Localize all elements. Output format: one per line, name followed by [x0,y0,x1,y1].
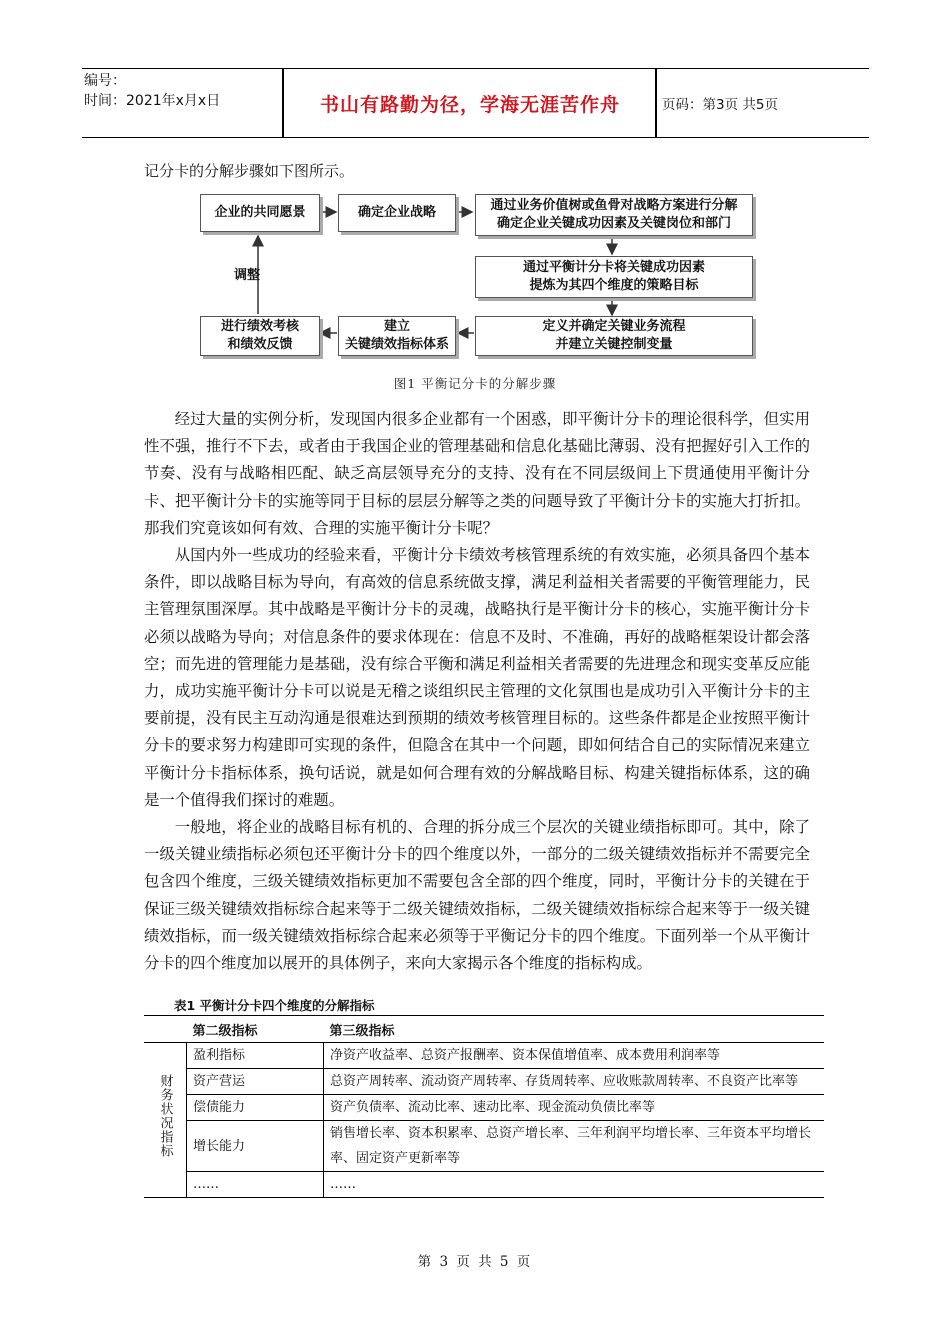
table-row [144,1043,824,1069]
level2-cell: …… [187,1172,324,1198]
header-divider [655,69,657,137]
box-build-line1: 建立 [383,319,410,334]
paragraph: 从国内外一些成功的经验来看，平衡计分卡绩效考核管理系统的有效实施，必须具备四个基本条件，即以战略目标为导向，有高效的信息系统做支撑，满足利益相关者需要的平衡管理能力，民主管理氛围深厚。其中战略是平衡计分卡的灵魂，战略执行是平衡计分卡的核心，实施平衡计分卡必须以战略为导向；对信息条件的要求体现在：信息不及时、不准确，再好的战略框架设计都会落空；而先进的管理能力是基础，没有综合平衡和满足利益相关者需要的先进理念和现实变革反应能力，成功实施平衡计分卡可以说是无稽之谈组织民主管理的文化氛围也是成功引入平衡计分卡的主要前提，没有民主互动沟通是很难达到预期的绩效考核管理目标的。这些条件都是企业按照平衡计分卡的要求努力构建即可实现的条件，但隐含在其中一个问题，即如何结合自己的实际情况来建立平衡计分卡指标体系，换句话说，就是如何合理有效的分解战略目标、构建关键指标体系，这的确是一个值得我们探讨的难题。 [144,546,810,809]
box-vision-label: 企业的共同愿景 [214,205,306,220]
body-text [144,406,810,977]
table-row [144,1172,824,1198]
box-define-line2: 并建立关键控制变量 [555,337,673,352]
box-strategy-label: 确定企业战略 [357,205,436,220]
box-decompose-line2: 确定企业关键成功因素及关键岗位和部门 [496,216,731,231]
group-cell [144,1043,187,1198]
level3-cell: 销售增长率、资本积累率、总资产增长率、三年利润平均增长率、三年资本平均增长率、固定资产更新率等 [324,1121,825,1172]
box-build-line2: 关键绩效指标体系 [344,337,449,352]
box-assess [200,316,320,356]
page-footer: 第 3 页 共 5 页 [417,1254,533,1270]
figure-caption: 图1 平衡记分卡的分解步骤 [393,376,557,391]
header-level3: 第三级指标 [324,1016,825,1043]
header-level2: 第二级指标 [187,1016,324,1043]
box-strategy [338,194,456,232]
paragraph: 一般地，将企业的战略目标有机的、合理的拆分成三个层次的关键业绩指标即可。其中，除了一级关键业绩指标必须包还平衡计分卡的四个维度以外，一部分的二级关键绩效指标并不需要完全包含四个维度，三级关键绩效指标更加不需要包含全部的四个维度，同时，平衡计分卡的关键在于保证三级关键绩效指标综合起来等于二级关键绩效指标，二级关键绩效指标综合起来等于一级关键绩效指标，而一级关键绩效指标综合起来必须等于平衡记分卡的四个维度。下面列举一个从平衡计分卡的四个维度加以展开的具体例子，来向大家揭示各个维度的指标构成。 [144,818,810,973]
box-decompose-line1: 通过业务价值树或鱼骨对战略方案进行分解 [490,198,738,213]
header-motto: 书山有路勤为径，学海无涯苦作舟 [319,93,620,116]
header-meta [84,71,284,135]
adjust-label: 调整 [234,268,261,283]
header-divider [282,69,284,137]
level3-cell: …… [324,1172,825,1198]
box-build [338,316,456,356]
table-caption: 表1 平衡计分卡四个维度的分解指标 [174,998,375,1013]
table-row [144,1121,824,1172]
paragraph: 经过大量的实例分析，发现国内很多企业都有一个困惑，即平衡计分卡的理论很科学，但实用性不强，推行不下去，或者由于我国企业的管理基础和信息化基础比薄弱、没有把握好引入工作的节奏、没有与战略相匹配、缺乏高层领导充分的支持、没有在不同层级间上下贯通使用平衡计分卡、把平衡计分卡的实施等同于目标的层层分解等之类的问题导致了平衡计分卡的实施大打折扣。那我们究竟该如何有效、合理的实施平衡计分卡呢？ [144,410,810,537]
box-assess-line1: 进行绩效考核 [220,319,299,334]
box-assess-line2: 和绩效反馈 [227,337,293,352]
level2-cell: 偿债能力 [187,1095,324,1121]
box-define-line1: 定义并确定关键业务流程 [542,319,686,334]
level3-cell: 资产负债率、流动比率、速动比率、现金流动负债比率等 [324,1095,825,1121]
table-row [144,1069,824,1095]
box-refine [475,256,753,298]
level2-cell: 增长能力 [187,1121,324,1172]
doc-number-label: 编号： [84,73,126,89]
table-header-row [144,1016,824,1043]
flow-diagram [150,190,800,360]
box-vision [200,194,320,232]
level2-cell: 资产营运 [187,1069,324,1095]
box-refine-line2: 提炼为其四个维度的策略目标 [529,278,699,293]
indicator-table [144,1015,824,1198]
intro-text: 记分卡的分解步骤如下图所示。 [144,162,355,180]
page-header [82,68,869,138]
doc-date-label: 时间：2021年x月x日 [84,93,221,109]
header-empty-cell [144,1016,187,1043]
box-refine-line1: 通过平衡计分卡将关键成功因素 [522,260,705,275]
level3-cell: 总资产周转率、流动资产周转率、存货周转率、应收账款周转率、不良资产比率等 [324,1069,825,1095]
box-define [475,316,753,356]
group-label: 财务状况指标 [157,1073,173,1158]
header-page-info: 页码：第3页 共5页 [662,97,778,113]
level2-cell: 盈利指标 [187,1043,324,1069]
level3-cell: 净资产收益率、总资产报酬率、资本保值增值率、成本费用利润率等 [324,1043,825,1069]
box-decompose [475,194,753,236]
table-row [144,1095,824,1121]
